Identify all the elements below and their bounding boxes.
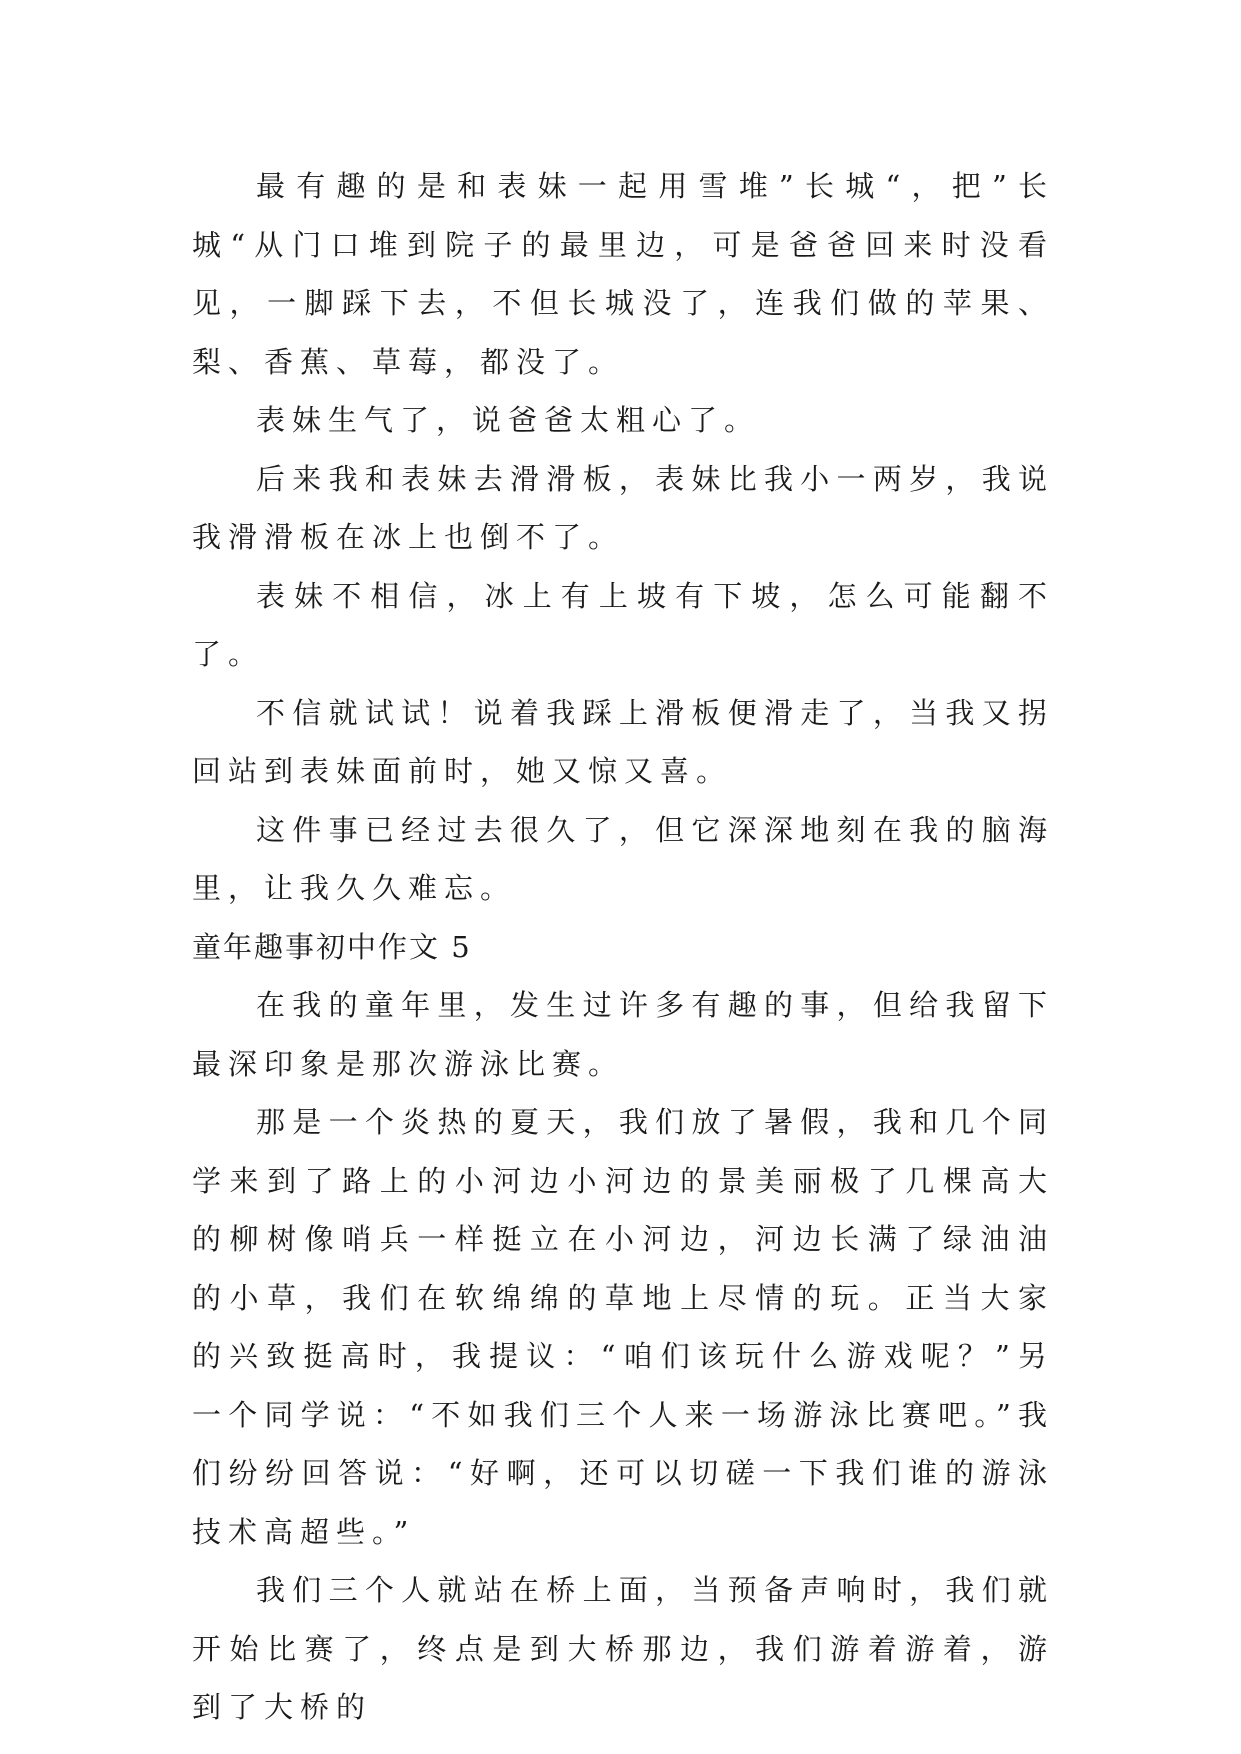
paragraph: 最有趣的是和表妹一起用雪堆”长城“，把”长城“从门口堆到院子的最里边，可是爸爸回来时没看见，一脚踩下去，不但长城没了，连我们做的苹果、梨、香蕉、草莓，都没了。 (192, 169, 1054, 379)
paragraph: 表妹生气了，说爸爸太粗心了。 (256, 403, 761, 437)
paragraph: 这件事已经过去很久了，但它深深地刻在我的脑海里，让我久久难忘。 (192, 812, 1054, 905)
section-heading: 童年趣事初中作文 5 (192, 929, 472, 964)
paragraph: 后来我和表妹去滑滑板，表妹比我小一两岁，我说我滑滑板在冰上也倒不了。 (192, 461, 1054, 554)
paragraph: 不信就试试！说着我踩上滑板便滑走了，当我又拐回站到表妹面前时，她又惊又喜。 (192, 695, 1054, 788)
document-body (192, 157, 1054, 1737)
paragraph: 我们三个人就站在桥上面，当预备声响时，我们就开始比赛了，终点是到大桥那边，我们游着游着，游到了大桥的 (192, 1573, 1054, 1724)
paragraph: 在我的童年里，发生过许多有趣的事，但给我留下最深印象是那次游泳比赛。 (192, 988, 1054, 1081)
paragraph: 表妹不相信，冰上有上坡有下坡，怎么可能翻不了。 (192, 578, 1054, 671)
paragraph: 那是一个炎热的夏天，我们放了暑假，我和几个同学来到了路上的小河边小河边的景美丽极了几棵高大的柳树像哨兵一样挺立在小河边，河边长满了绿油油的小草，我们在软绵绵的草地上尽情的玩。正当大家的兴致挺高时，我提议：“咱们该玩什么游戏呢？”另一个同学说：“不如我们三个人来一场游泳比赛吧。”我们纷纷回答说：“好啊，还可以切磋一下我们谁的游泳技术高超些。” (192, 1105, 1054, 1549)
